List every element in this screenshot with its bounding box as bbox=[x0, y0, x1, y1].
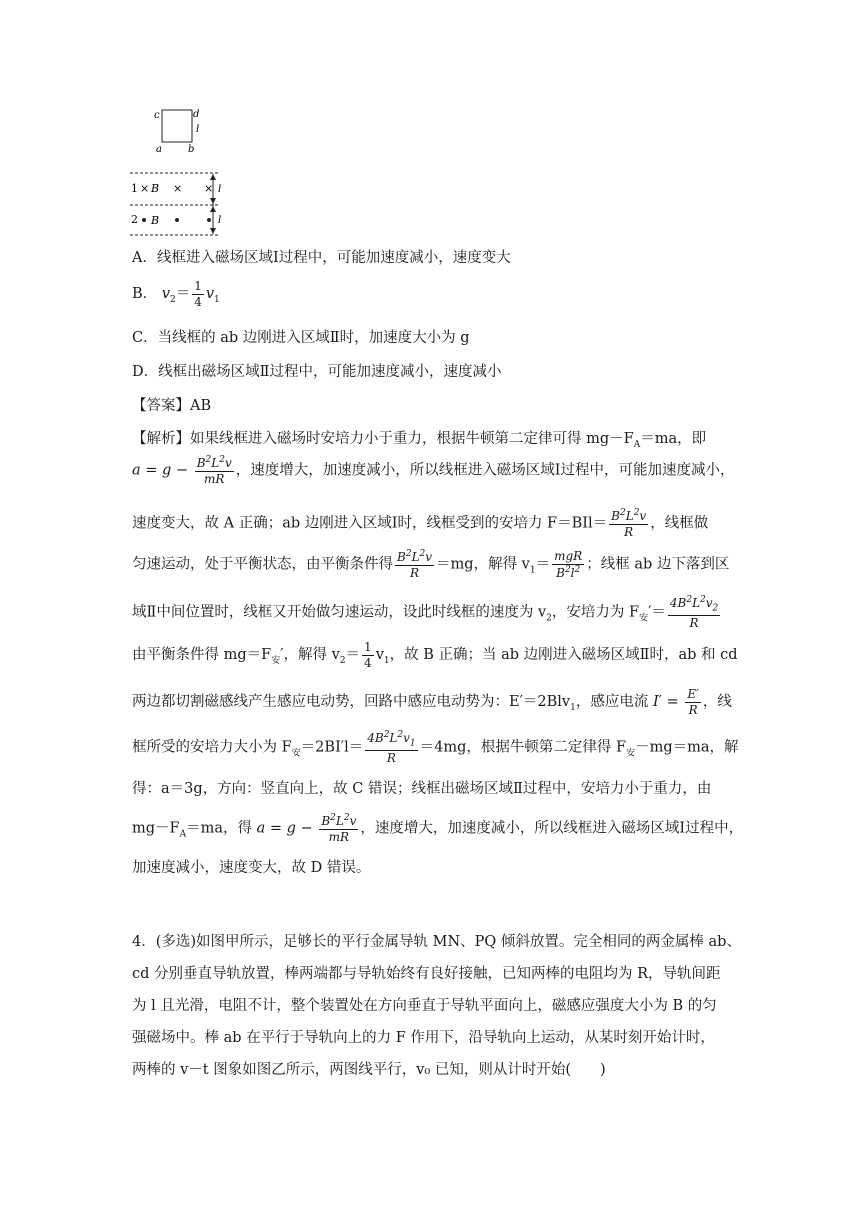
label-c: c bbox=[154, 110, 160, 121]
magnetic-field-figure bbox=[118, 100, 238, 240]
arrow-head bbox=[210, 198, 216, 204]
analysis-line-9: 得：a＝3g，方向：竖直向上，故 C 错误；线框出磁场区域Ⅱ过程中，安培力小于重力，由 bbox=[132, 781, 712, 797]
formula-fraction: $\frac{4B^2L^2v_1}{R}$ bbox=[367, 730, 416, 765]
formula-fraction: $\frac{E'}{R}$ bbox=[687, 687, 699, 717]
analysis-line-5: 域Ⅱ中间位置时，线框又开始做匀速运动，设此时线框的速度为 $v_2$，安培力为 $F_安'=$ $\frac{4B^2L^2v_2}{R}$ bbox=[132, 595, 719, 630]
analysis-line-6: 由平衡条件得 $mg=F_安'$，解得 $v_2=$ $\frac{1}{4}$ $v_1$，故 B 正确；当 ab 边刚进入磁场区域Ⅱ时，ab 和 cd bbox=[132, 640, 738, 670]
label-l-region-2: l bbox=[218, 215, 222, 226]
label-l-region-1: l bbox=[218, 184, 222, 195]
analysis-line-1: 【解析】如果线框进入磁场时安培力小于重力，根据牛顿第二定律可得 $mg-F_A=ma$，即 bbox=[132, 431, 707, 450]
question-4-line-4: 强磁场中。棒 ab 在平行于导轨向上的力 F 作用下，沿导轨向上运动，从某时刻开始计时， bbox=[132, 1030, 715, 1046]
option-b-prefix: B． bbox=[132, 286, 158, 303]
arrow-head bbox=[210, 174, 216, 180]
question-4-line-3: 为 l 且光滑，电阻不计，整个装置处在方向垂直于导轨平面向上，磁感应强度大小为 B 的匀 bbox=[132, 998, 717, 1014]
option-b: B． $v_2=$ $\frac{1}{4}$ $v_1$ bbox=[132, 279, 220, 309]
formula-fraction: $\frac{\text{mgR}}{B^2l^2}$ bbox=[554, 549, 583, 580]
cross-symbol: × bbox=[140, 182, 150, 195]
dot-symbol bbox=[175, 218, 179, 222]
option-d: D．线框出磁场区域Ⅱ过程中，可能加速度减小，速度减小 bbox=[132, 364, 502, 380]
label-l-frame: l bbox=[196, 124, 200, 135]
option-a: A．线框进入磁场区域Ⅰ过程中，可能加速度减小，速度变大 bbox=[132, 250, 511, 266]
wire-frame bbox=[162, 110, 192, 142]
dot-symbol bbox=[207, 218, 211, 222]
answer bbox=[132, 394, 211, 415]
answer-label: 【答案】 bbox=[132, 398, 190, 414]
label-b: b bbox=[188, 144, 195, 155]
label-a: a bbox=[156, 144, 162, 155]
analysis-line-4: 匀速运动，处于平衡状态，由平衡条件得 $\frac{B^2L^2v}{R}$ ＝mg，解得 $v_1=$ $\frac{\text{mgR}}{B^2l^2}$ ；线框 ab 边下落到区 bbox=[132, 549, 730, 580]
fraction-1-4: $\frac{1}{4}$ bbox=[194, 279, 202, 309]
option-c: C．当线框的 ab 边刚进入区域Ⅱ时，加速度大小为 g bbox=[132, 330, 470, 346]
formula-fraction: $\frac{B^2L^2v}{mR}$ bbox=[321, 813, 357, 844]
cross-symbol: × bbox=[204, 182, 214, 195]
question-4-line-1: 4．(多选)如图甲所示，足够长的平行金属导轨 MN、PQ 倾斜放置。完全相同的两金属棒 ab、 bbox=[132, 934, 741, 950]
label-B-1: B bbox=[151, 182, 160, 195]
cross-symbol: × bbox=[173, 182, 183, 195]
analysis-line-11: 加速度减小，速度变大，故 D 错误。 bbox=[132, 860, 371, 876]
fraction-1-4: $\frac{1}{4}$ bbox=[364, 640, 372, 670]
label-d: d bbox=[193, 109, 200, 120]
analysis-line-3: 速度变大，故 A 正确；ab 边刚进入区域Ⅰ时，线框受到的安培力 F＝BIl＝ $\frac{B^2L^2v}{R}$ ，线框做 bbox=[132, 508, 709, 539]
analysis-line-7: 两边都切割磁感线产生感应电动势，回路中感应电动势为：E′＝2Blv$_1$，感应电流 I′ = $\frac{E'}{R}$ ，线 bbox=[132, 687, 732, 717]
answer-value: AB bbox=[190, 398, 212, 414]
formula-fraction: $\frac{B^2L^2v}{R}$ bbox=[611, 508, 647, 539]
analysis-line-2: a = g − $\frac{B^2L^2v}{mR}$ ，速度增大，加速度减小，所以线框进入磁场区域Ⅰ过程中，可能加速度减小， bbox=[132, 455, 735, 486]
formula-fraction: $\frac{B^2L^2v}{R}$ bbox=[397, 549, 433, 580]
analysis-line-8: 框所受的安培力大小为 $F_安=2BI'l=$ $\frac{4B^2L^2v_1}{R}$ ＝4mg，根据牛顿第二定律得 $F_安-mg=ma$，解 bbox=[132, 730, 739, 765]
formula-fraction: $\frac{B^2L^2v}{mR}$ bbox=[196, 455, 232, 486]
label-B-2: B bbox=[151, 214, 160, 227]
region-1-label: 1 bbox=[131, 182, 138, 195]
arrow-head bbox=[210, 228, 216, 234]
region-2-label: 2 bbox=[131, 213, 138, 226]
analysis-label: 【解析】 bbox=[132, 431, 190, 447]
question-4-line-5: 两棒的 v－t 图象如图乙所示，两图线平行，v₀ 已知，则从计时开始( ) bbox=[132, 1062, 606, 1078]
question-4-line-2: cd 分别垂直导轨放置，棒两端都与导轨始终有良好接触，已知两棒的电阻均为 R，导轨间距 bbox=[132, 966, 721, 982]
analysis-line-10: $mg-F_A=ma$，得 a = g − $\frac{B^2L^2v}{mR}$ ，速度增大，加速度减小，所以线框进入磁场区域Ⅰ过程中， bbox=[132, 813, 744, 844]
dot-symbol bbox=[142, 218, 146, 222]
arrow-head bbox=[210, 206, 216, 212]
formula-fraction: $\frac{4B^2L^2v_2}{R}$ bbox=[669, 595, 719, 630]
